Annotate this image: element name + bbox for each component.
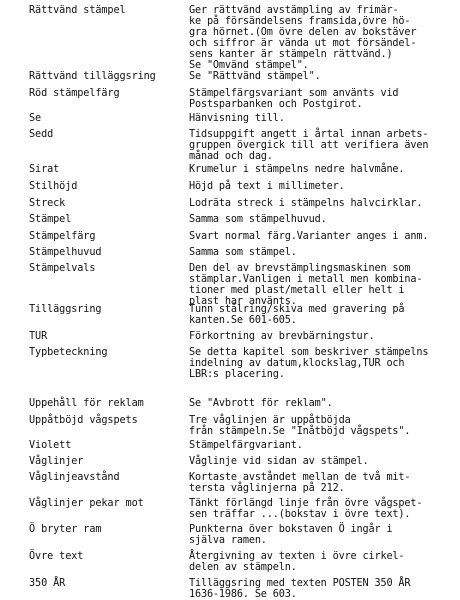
definition-line: Stämpelfärgvariant. [189, 440, 303, 451]
definition-line: Tänkt förlängd linje från övre vågspet- [189, 498, 423, 509]
definition-line: indelning av datum,klockslag,TUR och [189, 358, 405, 369]
glossary-term: Ö bryter ram [29, 524, 102, 535]
definition-line: Samma som stämpelhuvud. [189, 214, 327, 225]
glossary-definition [189, 113, 454, 124]
definition-line: månad och dag. [189, 151, 273, 162]
definition-line: Se "Omvänd stämpel". [189, 60, 309, 71]
glossary-definition [189, 5, 454, 71]
definition-line: Samma som stämpel. [189, 247, 297, 258]
definition-line: Ger rättvänd avstämpling av frimär- [189, 5, 399, 16]
glossary-definition [189, 498, 454, 520]
glossary-term: Streck [29, 198, 66, 209]
glossary-term: Rättvänd tilläggsring [29, 71, 156, 82]
glossary-definition [189, 415, 454, 437]
definition-line: kanten.Se 601-605. [189, 315, 297, 326]
glossary-term: 350 ÅR [29, 578, 66, 589]
glossary-term: Sirat [29, 164, 60, 175]
glossary-term: Uppåtböjd vågspets [29, 415, 138, 426]
glossary-definition [189, 331, 454, 342]
glossary-term: Se [29, 113, 42, 124]
glossary-term: Stämpelfärg [29, 231, 96, 242]
definition-line: Höjd på text i millimeter. [189, 181, 345, 192]
definition-line: Stämpelfärgsvariant som använts vid [189, 88, 399, 99]
glossary-term: Våglinjeavstånd [29, 472, 120, 483]
glossary-term: Stämpelvals [29, 263, 96, 274]
glossary-definition [189, 214, 454, 225]
definition-line: Tre våglinjen är uppåtböjda [189, 415, 351, 426]
definition-line: delen av stämpeln. [189, 562, 297, 573]
glossary-term: Tilläggsring [29, 304, 102, 315]
glossary-term: Typbeteckning [29, 347, 108, 358]
glossary-definition [189, 524, 454, 546]
glossary-definition [189, 304, 454, 326]
definition-line: och siffror är vända ut mot försändel- [189, 38, 417, 49]
definition-line: Återgivning av texten i övre cirkel- [189, 551, 405, 562]
definition-line: Se "Avbrott för reklam". [189, 398, 333, 409]
glossary-term: Röd stämpelfärg [29, 88, 120, 99]
definition-line: 1636-1986. Se 603. [189, 589, 297, 600]
definition-line: gra hörnet.(Om övre delen av bokstäver [189, 27, 417, 38]
definition-line: Hänvisning till. [189, 113, 285, 124]
glossary-definition [189, 578, 454, 600]
glossary-definition [189, 181, 454, 192]
definition-line: sen träffar ...(bokstav i övre text). [189, 509, 411, 520]
glossary-term: Våglinjer pekar mot [29, 498, 144, 509]
definition-line: Se "Rättvänd stämpel". [189, 71, 321, 82]
glossary-definition [189, 472, 454, 494]
glossary-term: Sedd [29, 129, 54, 140]
definition-line: Postsparbanken och Postgirot. [189, 99, 363, 110]
definition-line: tioner med plast/metall eller helt i [189, 285, 405, 296]
glossary-term: Stämpel [29, 214, 72, 225]
definition-line: Våglinje vid sidan av stämpel. [189, 456, 369, 467]
glossary-definition [189, 129, 454, 162]
glossary-definition [189, 198, 454, 209]
definition-line: Tidsuppgift angett i årtal innan arbets- [189, 129, 429, 140]
glossary-term: Övre text [29, 551, 84, 562]
definition-line: Punkterna över bokstaven Ö ingår i [189, 524, 393, 535]
glossary-term: Stämpelhuvud [29, 247, 102, 258]
glossary-definition [189, 164, 454, 175]
glossary-term: Rättvänd stämpel [29, 5, 126, 16]
glossary-definition [189, 88, 454, 110]
glossary-definition [189, 71, 454, 82]
definition-line: stämplar.Vanligen i metall men kombina- [189, 274, 423, 285]
definition-line: Tunn stålring/skiva med gravering på [189, 304, 405, 315]
definition-line: ke på försändelsens framsida,övre hö- [189, 16, 411, 27]
glossary-definition [189, 398, 454, 409]
glossary-definition [189, 440, 454, 451]
definition-line: Kortaste avståndet mellan de två mit- [189, 472, 411, 483]
definition-line: Den del av brevstämplingsmaskinen som [189, 263, 411, 274]
definition-line: Svart normal färg.Varianter anges i anm. [189, 231, 429, 242]
glossary-term: Uppehåll för reklam [29, 398, 144, 409]
definition-line: plast har använts. [189, 296, 297, 307]
glossary-definition [189, 263, 454, 307]
definition-line: Tilläggsring med texten POSTEN 350 ÅR [189, 578, 411, 589]
definition-line: sens kanter är stämpeln rättvänd.) [189, 49, 393, 60]
definition-line: Lodräta streck i stämpelns halvcirklar. [189, 198, 423, 209]
glossary-term: Våglinjer [29, 456, 84, 467]
glossary-term: Stilhöjd [29, 181, 78, 192]
definition-line: tersta våglinjerna på 212. [189, 483, 345, 494]
definition-line: gruppen övergick till att verifiera även [189, 140, 429, 151]
definition-line: Krumelur i stämpelns nedre halvmåne. [189, 164, 405, 175]
glossary-term: TUR [29, 331, 48, 342]
definition-line: Förkortning av brevbärningstur. [189, 331, 375, 342]
glossary-term: Violett [29, 440, 72, 451]
glossary-definition [189, 247, 454, 258]
definition-line: själva ramen. [189, 535, 267, 546]
glossary-definition [189, 231, 454, 242]
definition-line: LBR:s placering. [189, 369, 285, 380]
glossary-definition [189, 456, 454, 467]
glossary-definition [189, 347, 454, 380]
definition-line: Se detta kapitel som beskriver stämpelns [189, 347, 429, 358]
definition-line: från stämpeln.Se "Inåtböjd vågspets". [189, 426, 411, 437]
glossary-definition [189, 551, 454, 573]
